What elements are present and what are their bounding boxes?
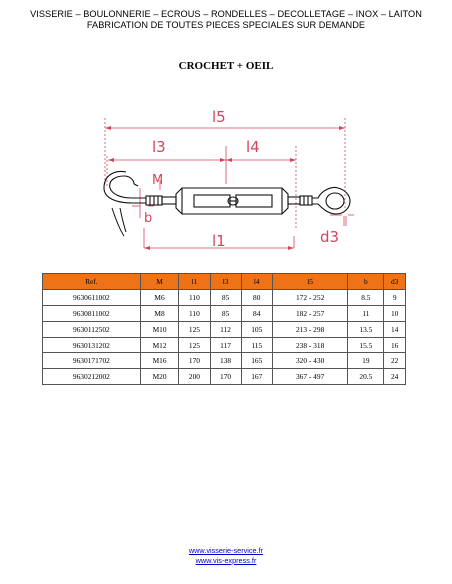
footer-link-visserie-service[interactable]: www.visserie-service.fr <box>188 546 264 555</box>
column-header: l1 <box>179 274 210 290</box>
table-row <box>43 353 406 369</box>
table-cell: 110 <box>179 289 210 305</box>
table-cell: 125 <box>179 337 210 353</box>
table-cell: 15.5 <box>348 337 384 353</box>
label-l5: l5 <box>212 108 226 126</box>
table-cell: 16 <box>384 337 406 353</box>
table-cell: 80 <box>241 289 272 305</box>
table-row <box>43 321 406 337</box>
label-l1: l1 <box>212 232 226 250</box>
column-header: d3 <box>384 274 406 290</box>
table-cell: 19 <box>348 353 384 369</box>
table-cell: 125 <box>179 321 210 337</box>
table-cell: M10 <box>140 321 179 337</box>
table-header-row <box>43 274 406 290</box>
product-title: CROCHET + OEIL <box>178 60 274 72</box>
table-cell: 85 <box>210 305 241 321</box>
table-cell: 138 <box>210 353 241 369</box>
table-cell: 11 <box>348 305 384 321</box>
table-cell: 170 <box>179 353 210 369</box>
column-header: l5 <box>272 274 348 290</box>
table-cell: 24 <box>384 369 406 385</box>
table-cell: 105 <box>241 321 272 337</box>
table-cell: 8.5 <box>348 289 384 305</box>
table-cell: 20.5 <box>348 369 384 385</box>
page-header <box>0 9 452 31</box>
table-body <box>43 289 406 384</box>
table-cell: 172 - 252 <box>272 289 348 305</box>
table-cell: M20 <box>140 369 179 385</box>
table-cell: 14 <box>384 321 406 337</box>
turnbuckle-diagram <box>98 108 360 260</box>
table-cell: 115 <box>241 337 272 353</box>
table-cell: M8 <box>140 305 179 321</box>
spec-table <box>42 273 406 385</box>
table-cell: 112 <box>210 321 241 337</box>
table-row <box>43 369 406 385</box>
label-b: b <box>144 211 153 226</box>
page-footer <box>0 546 452 565</box>
label-l3: l3 <box>152 138 166 156</box>
table-row <box>43 305 406 321</box>
table-cell: 110 <box>179 305 210 321</box>
table-cell: M12 <box>140 337 179 353</box>
table-row <box>43 337 406 353</box>
table-cell: 9630611002 <box>43 289 141 305</box>
column-header: l3 <box>210 274 241 290</box>
table-cell: 84 <box>241 305 272 321</box>
table-cell: 182 - 257 <box>272 305 348 321</box>
table-cell: 167 <box>241 369 272 385</box>
table-cell: 9 <box>384 289 406 305</box>
turnbuckle-part <box>104 172 350 236</box>
column-header: b <box>348 274 384 290</box>
table-cell: 200 <box>179 369 210 385</box>
label-m: M <box>152 173 164 188</box>
table-cell: M16 <box>140 353 179 369</box>
table-cell: 9630212002 <box>43 369 141 385</box>
column-header: Ref. <box>43 274 141 290</box>
table-cell: 367 - 497 <box>272 369 348 385</box>
column-header: l4 <box>241 274 272 290</box>
table-cell: 238 - 318 <box>272 337 348 353</box>
dimension-lines <box>105 118 354 250</box>
table-cell: 10 <box>384 305 406 321</box>
label-d3: d3 <box>320 228 340 246</box>
column-header: M <box>140 274 179 290</box>
table-cell: 13.5 <box>348 321 384 337</box>
header-line-1: VISSERIE – BOULONNERIE – ECROUS – RONDELLES – DECOLLETAGE – INOX – LAITON <box>30 9 422 19</box>
table-cell: 9630171702 <box>43 353 141 369</box>
footer-link-vis-express[interactable]: www.vis-express.fr <box>195 555 257 565</box>
table-row <box>43 289 406 305</box>
table-cell: 320 - 430 <box>272 353 348 369</box>
label-l4: l4 <box>246 138 260 156</box>
table-cell: 165 <box>241 353 272 369</box>
dimension-labels <box>144 108 339 250</box>
table-cell: 9630131202 <box>43 337 141 353</box>
table-cell: 117 <box>210 337 241 353</box>
table-cell: 170 <box>210 369 241 385</box>
table-cell: 22 <box>384 353 406 369</box>
table-cell: M6 <box>140 289 179 305</box>
table-cell: 213 - 298 <box>272 321 348 337</box>
header-line-2: FABRICATION DE TOUTES PIECES SPECIALES SUR DEMANDE <box>86 20 366 30</box>
table-cell: 9630811002 <box>43 305 141 321</box>
table-cell: 85 <box>210 289 241 305</box>
table-cell: 9630112502 <box>43 321 141 337</box>
